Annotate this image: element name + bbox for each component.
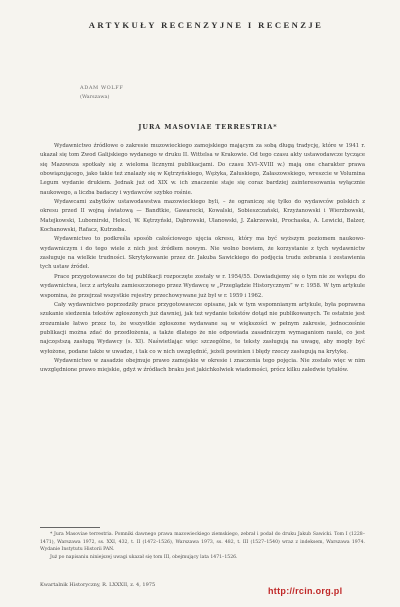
paragraph: Wydawnictwo źródłowe o zakresie muzowieckiego zamojskiego mającym za sobą długą tradycję, które w 1941 r. ukazał się tom Zwod Galijskiego wydanego w druku II. Wittelsa w Krakowie. Od tego czasu akty ustawodawcze tyczące się Mazowsza spotkały się z wieloma licznymi publikacjami. Do czasu XVI–XVIII w.) mają one charakter prawa obowiązującego, jako takie też znalazły się w Kętrzyńskiego, Wężyka, Załuskiego, Załaszowskiego, wreszcie w Volumina Legum wydanie drukiem. Jednak już od XIX w. ich znaczenie staje się coraz bardziej zainteresowania wyłącznie naukowego, a liczba badaczy i wydawców szybko rośnie. [40,143,365,196]
paragraph: Wydawcami zabytków ustawodawstwa mazowieckiego byli, – że ograniczę się tylko do wydawców polskich z okresu przed II wojną światową — Bandtkie, Gawarecki, Kowalski, Sobieszczański, Krzyżanowski i Wierzbowski, Matejkowski, Lubomirski, Helcel, W. Kętrzyński, Dąbrowski, Ulanowski, J. Zakrzewski, Prochaska, A. Lewicki, Balzer, Kochanowski, Rafacz, Kutrzeba. [40,199,365,234]
author-name: ADAM WOLFF [80,85,124,91]
paragraph: Prace przygotowawcze do tej publikacji rozpoczęte zostały w r. 1954/55. Dowiadujemy się o tym nie ze wstępu do wydawnictwa, lecz z artykułu zamieszczonego przez Wydawcę w „Przeglądzie Historycznym” w r. 1958. W tym artykule wspomina, że przejrzał wszystkie rejestry przechowywane już był w r. 1959 i 1962. [40,273,365,299]
paragraph: Wydawnictwo to podkreśla sposób całościowego ujęcia okresu, który ma być wyższym poziomem naukowo-wydawniczym i do tego wiele z nich jest źródłem nowym. Nie wolno bowiem, że korzystanie z tych wydawnictw zasługuje na wielkie trudności. Skrytykowanie przez dr. Jakuba Sawickiego do podjęcia trudu zebrania i zestawienia tych ustaw źródeł. [40,236,365,271]
author-affiliation: (Warszawa) [80,94,110,100]
paragraph: Cały wydawnictwo poprzedziły prace przygotowawcze opisane, jak w tym wspomnianym artykule, była poprawna szukanie siedzenia tekstów zgłoszonych już dawniej, jak też wydanie tekstów dotąd nie publikowanych. Te ostatnie jest zrozumiałe łatwo przez to, że wszystkie zgłoszone wydawane są w większości w pełnym zakresie, jednocześnie publikacji można zdać do przedłożenia, a także dlatego że nie odpowiada zasadniczym wymaganiom nauki, co jest najczęstszą zasługą Wydawcy (s. XI). Naświetlając więc szczególne, te teksty zasługują na uwagę, aby mogły być wyłożone, podane także w uwadze, i tak co w nich uwzględnić, jeżeli powinien i błędy rzeczy zasługują na krytykę. [40,301,365,355]
journal-citation: Kwartalnik Historyczny, R. LXXXII, z. 4, 1975 [40,582,156,588]
article-title: JURA MASOVIAE TERRESTRIA* [138,123,278,131]
page-header: ARTYKUŁY RECENZYJNE I RECENZJE [88,20,324,30]
paragraph: Wydawnictwo w zasadzie obejmuje prawo zamojskie w okresie i znaczenia tego pojęcia. Nie zostało więc w nim uwzględnione prawo miejskie, gdyż w źródłach braku jest jakichkolwiek wiadomości, prócz kilku zaledwie tytułów. [40,357,365,374]
footnotes [40,531,365,561]
rcin-logo[interactable]: http://rcin.org.pl [268,586,343,596]
article-body [40,142,365,376]
footnote-divider [40,527,100,528]
footnote: * Jura Masoviae terrestria. Pomniki dawnego prawa mazowieckiego ziemskiego, zebrał i podał do druku Jakub Sawicki. Tom I (1228–1471), Warszawa 1972, ss. XXI, 432, t. II (1472–1526), Warszawa 1973, ss. 482, t. III (1527–1540) wraz z indeksem, Warszawa 1974. Wydanie Instytutu Historii PAN. [40,532,365,553]
footnote: Już po napisaniu niniejszej uwagi ukazał się tom III, obejmujący lata 1471–1526. [50,554,238,560]
